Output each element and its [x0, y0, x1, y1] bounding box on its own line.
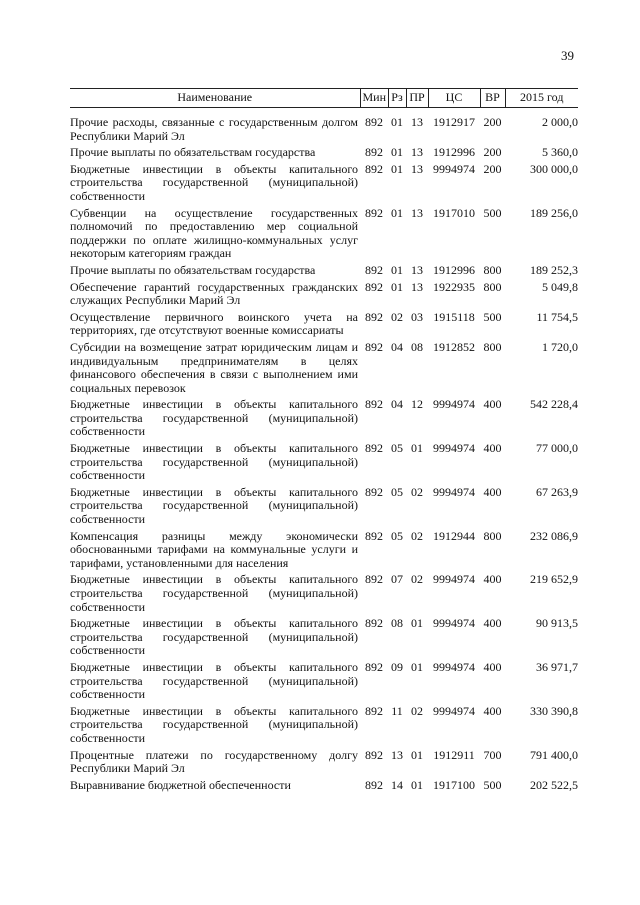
row-amount: 232 086,9: [530, 528, 578, 543]
row-cs: 9994974: [433, 616, 475, 631]
row-rz: 11: [391, 703, 403, 718]
row-vr: 400: [483, 441, 502, 456]
row-min: 892: [365, 528, 383, 543]
row-min: 892: [365, 484, 383, 499]
header-rz: Рз: [388, 89, 406, 108]
row-pr: 01: [411, 441, 423, 456]
row-rz: 01: [391, 115, 403, 129]
header-pr: ПР: [406, 89, 428, 108]
row-cs: 9994974: [433, 659, 475, 674]
table-row: [70, 617, 578, 661]
row-rz: 08: [391, 616, 403, 631]
row-pr: 13: [411, 161, 423, 176]
row-cs: 9994974: [433, 572, 475, 587]
row-name: Прочие выплаты по обязательствам государства: [70, 145, 316, 160]
row-name: Бюджетные инвестиции в объекты капитального строительства государственной (муниципальной) собственности: [70, 441, 358, 483]
row-amount: 77 000,0: [536, 441, 578, 456]
row-name: Бюджетные инвестиции в объекты капитального строительства государственной (муниципальной) собственности: [70, 659, 358, 702]
table-row: [70, 573, 578, 617]
row-min: 892: [365, 339, 383, 354]
row-vr: 400: [483, 659, 502, 674]
row-name: Бюджетные инвестиции в объекты капитального строительства государственной (муниципальной) собственности: [70, 572, 358, 614]
row-vr: 400: [483, 703, 502, 718]
row-name: Бюджетные инвестиции в объекты капитального строительства государственной (муниципальной) собственности: [70, 616, 358, 658]
row-min: 892: [365, 262, 383, 277]
row-rz: 01: [391, 161, 403, 176]
row-name: Осуществление первичного воинского учета на территориях, где отсутствуют военные комиссариаты: [70, 309, 358, 338]
row-vr: 200: [483, 161, 502, 176]
row-cs: 9994974: [433, 161, 475, 176]
row-amount: 202 522,5: [530, 777, 578, 792]
row-min: 892: [365, 145, 383, 160]
row-min: 892: [365, 572, 383, 587]
row-cs: 9994974: [433, 703, 475, 718]
budget-table: [70, 88, 578, 795]
row-name: Субвенции на осуществление государственных полномочий по предоставлению мер социальной поддержки по оплате жилищно-коммунальных услуг некоторым категориям граждан: [70, 205, 358, 261]
header-year: 2015 год: [505, 89, 578, 108]
row-cs: 1912852: [433, 339, 475, 354]
row-min: 892: [365, 777, 383, 792]
row-min: 892: [365, 616, 383, 631]
header-vr: ВР: [480, 89, 505, 108]
row-rz: 13: [391, 747, 403, 762]
page-number: 39: [561, 48, 574, 63]
row-amount: 90 913,5: [536, 616, 578, 631]
row-amount: 67 263,9: [536, 484, 578, 499]
row-rz: 01: [391, 279, 403, 294]
row-pr: 01: [411, 747, 423, 762]
table-row: [70, 749, 578, 779]
header-name: Наименование: [70, 89, 360, 108]
row-min: 892: [365, 115, 383, 129]
row-pr: 02: [411, 528, 423, 543]
row-vr: 400: [483, 616, 502, 631]
row-name: Бюджетные инвестиции в объекты капитального строительства государственной (муниципальной) собственности: [70, 161, 358, 203]
row-rz: 01: [391, 262, 403, 277]
row-name: Прочие выплаты по обязательствам государства: [70, 262, 316, 277]
row-vr: 200: [483, 145, 502, 160]
row-cs: 1917100: [433, 777, 475, 792]
row-pr: 01: [411, 659, 423, 674]
row-rz: 04: [391, 397, 403, 412]
row-pr: 02: [411, 703, 423, 718]
row-rz: 07: [391, 572, 403, 587]
table-row: [70, 705, 578, 749]
row-amount: 1 720,0: [542, 339, 578, 354]
table-row: [70, 486, 578, 530]
row-name: Бюджетные инвестиции в объекты капитального строительства государственной (муниципальной) собственности: [70, 703, 358, 745]
row-min: 892: [365, 659, 383, 674]
row-pr: 13: [411, 145, 423, 160]
row-pr: 01: [411, 616, 423, 631]
row-min: 892: [365, 703, 383, 718]
row-min: 892: [365, 309, 383, 324]
row-cs: 9994974: [433, 397, 475, 412]
row-amount: 36 971,7: [536, 659, 578, 674]
row-rz: 05: [391, 528, 403, 543]
row-amount: 542 228,4: [530, 397, 578, 412]
row-cs: 1922935: [433, 279, 475, 294]
row-rz: 01: [391, 205, 403, 220]
row-name: Бюджетные инвестиции в объекты капитального строительства государственной (муниципальной) собственности: [70, 397, 358, 439]
table-row: [70, 311, 578, 341]
row-name: Выравнивание бюджетной обеспеченности: [70, 777, 291, 792]
row-vr: 500: [483, 309, 502, 324]
row-name: Обеспечение гарантий государственных гражданских служащих Республики Марий Эл: [70, 279, 358, 308]
table-row: [70, 163, 578, 207]
row-name: Бюджетные инвестиции в объекты капитального строительства государственной (муниципальной) собственности: [70, 484, 358, 527]
row-cs: 1912996: [433, 262, 475, 277]
table-row: [70, 281, 578, 311]
row-pr: 12: [411, 397, 423, 412]
table-row: [70, 398, 578, 442]
header-min: Мин: [360, 89, 388, 108]
row-pr: 13: [411, 262, 423, 277]
table-row: [70, 779, 578, 796]
row-min: 892: [365, 205, 383, 220]
table-row: [70, 661, 578, 705]
row-vr: 800: [483, 528, 502, 543]
row-vr: 400: [483, 484, 502, 499]
row-amount: 189 256,0: [530, 205, 578, 220]
row-name: Субсидии на возмещение затрат юридическим лицам и индивидуальным предпринимателям в целях финансового обеспечения в связи с выполнением ими социальных перевозок: [70, 339, 358, 395]
row-vr: 400: [483, 397, 502, 412]
row-cs: 9994974: [433, 441, 475, 456]
row-cs: 9994974: [433, 484, 475, 499]
table-header: [70, 89, 578, 108]
row-rz: 05: [391, 441, 403, 456]
row-amount: 300 000,0: [530, 161, 578, 176]
row-amount: 791 400,0: [530, 747, 578, 762]
row-cs: 1915118: [433, 309, 475, 324]
table-row: [70, 530, 578, 574]
row-pr: 13: [411, 115, 423, 129]
row-pr: 01: [411, 777, 423, 792]
row-vr: 200: [483, 115, 502, 129]
row-vr: 800: [483, 262, 502, 277]
row-vr: 800: [483, 279, 502, 294]
row-cs: 1912917: [433, 115, 475, 129]
row-pr: 03: [411, 309, 423, 324]
row-amount: 189 252,3: [530, 262, 578, 277]
row-rz: 02: [391, 309, 403, 324]
header-row: [70, 89, 578, 108]
row-rz: 01: [391, 145, 403, 160]
row-rz: 04: [391, 339, 403, 354]
row-pr: 13: [411, 205, 423, 220]
row-pr: 02: [411, 484, 423, 499]
table-row: [70, 341, 578, 398]
table-row: [70, 108, 578, 147]
row-amount: 330 390,8: [530, 703, 578, 718]
table-row: [70, 442, 578, 486]
header-cs: ЦС: [428, 89, 480, 108]
table-row: [70, 146, 578, 163]
row-vr: 500: [483, 777, 502, 792]
row-min: 892: [365, 441, 383, 456]
row-name: Прочие расходы, связанные с государственным долгом Республики Марий Эл: [70, 115, 358, 143]
table-row: [70, 264, 578, 281]
row-min: 892: [365, 397, 383, 412]
row-amount: 5 360,0: [542, 145, 578, 160]
row-min: 892: [365, 747, 383, 762]
row-pr: 08: [411, 339, 423, 354]
row-cs: 1912996: [433, 145, 475, 160]
row-name: Компенсация разницы между экономически обоснованными тарифами на коммунальные услуги и тарифами, установленными для населения: [70, 528, 358, 570]
row-rz: 09: [391, 659, 403, 674]
row-cs: 1912911: [433, 747, 475, 762]
row-rz: 14: [391, 777, 403, 792]
row-amount: 5 049,8: [542, 279, 578, 294]
row-rz: 05: [391, 484, 403, 499]
row-vr: 500: [483, 205, 502, 220]
row-pr: 02: [411, 572, 423, 587]
row-cs: 1912944: [433, 528, 475, 543]
row-cs: 1917010: [433, 205, 475, 220]
table-body: [70, 108, 578, 796]
row-name: Процентные платежи по государственному долгу Республики Марий Эл: [70, 747, 358, 776]
table-row: [70, 207, 578, 264]
row-vr: 800: [483, 339, 502, 354]
row-vr: 700: [483, 747, 502, 762]
row-min: 892: [365, 161, 383, 176]
row-amount: 11 754,5: [536, 309, 578, 324]
row-vr: 400: [483, 572, 502, 587]
row-amount: 2 000,0: [542, 115, 578, 129]
row-min: 892: [365, 279, 383, 294]
row-pr: 13: [411, 279, 423, 294]
row-amount: 219 652,9: [530, 572, 578, 587]
